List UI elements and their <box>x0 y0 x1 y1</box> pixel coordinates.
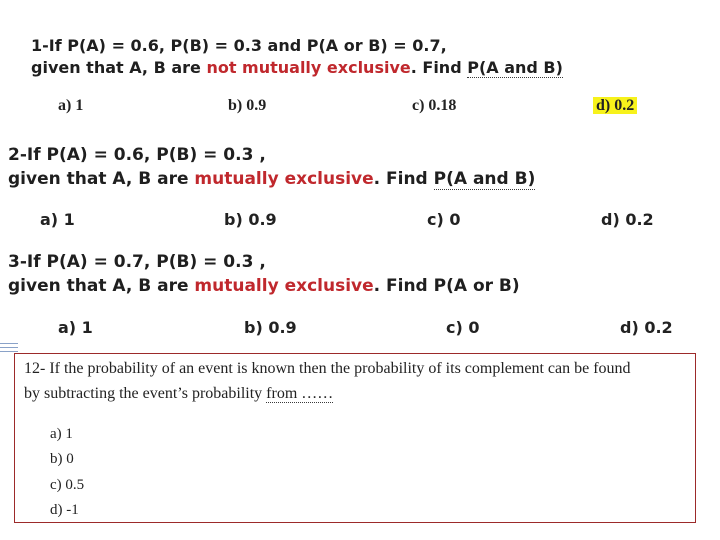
q3-line2-suffix: . Find P(A or B) <box>373 276 520 296</box>
q1-line1: 1-If P(A) = 0.6, P(B) = 0.3 and P(A or B) = 0.7, <box>31 36 447 55</box>
q12-option-b: b) 0 <box>50 451 74 467</box>
q2-option-b: b) 0.9 <box>224 210 277 229</box>
q12-option-d: d) -1 <box>50 502 79 518</box>
q1-emphasis-not-mutually-exclusive: not mutually exclusive <box>206 58 411 77</box>
q12-line2-prefix: by subtracting the event’s probability <box>24 385 267 402</box>
q2-find-target: P(A and B) <box>433 169 536 189</box>
q12-option-c: c) 0.5 <box>50 477 85 493</box>
q3-emphasis-mutually-exclusive: mutually exclusive <box>194 276 374 296</box>
q1-line2 <box>31 58 563 77</box>
q12-box <box>14 353 696 523</box>
q1-option-b: b) 0.9 <box>228 97 267 114</box>
q2-option-a: a) 1 <box>40 210 75 229</box>
q1-find-target: P(A and B) <box>467 58 563 77</box>
q1-option-d-highlighted: d) 0.2 <box>593 97 637 114</box>
q1-option-c: c) 0.18 <box>412 97 457 114</box>
q3-option-d: d) 0.2 <box>620 318 673 337</box>
q2-option-c: c) 0 <box>427 210 461 229</box>
q2-line1: 2-If P(A) = 0.6, P(B) = 0.3 , <box>8 145 266 165</box>
q2-emphasis-mutually-exclusive: mutually exclusive <box>194 169 374 189</box>
q3-line2 <box>8 276 520 296</box>
q1-line2-suffix: . Find <box>410 58 468 77</box>
q2-line2 <box>8 169 535 189</box>
q2-line2-suffix: . Find <box>373 169 434 189</box>
q2-option-d: d) 0.2 <box>601 210 654 229</box>
q12-line1: 12- If the probability of an event is known then the probability of its complement can be found <box>24 360 631 377</box>
q3-line1: 3-If P(A) = 0.7, P(B) = 0.3 , <box>8 252 266 272</box>
q3-option-b: b) 0.9 <box>244 318 297 337</box>
q3-option-c: c) 0 <box>446 318 480 337</box>
q3-option-a: a) 1 <box>58 318 93 337</box>
q12-option-a: a) 1 <box>50 426 73 442</box>
q1-option-a: a) 1 <box>58 97 84 114</box>
q12-blank: from …… <box>266 385 334 402</box>
q1-line2-prefix: given that A, B are <box>31 58 207 77</box>
q2-line2-prefix: given that A, B are <box>8 169 195 189</box>
q12-line2 <box>24 385 333 403</box>
q3-line2-prefix: given that A, B are <box>8 276 195 296</box>
